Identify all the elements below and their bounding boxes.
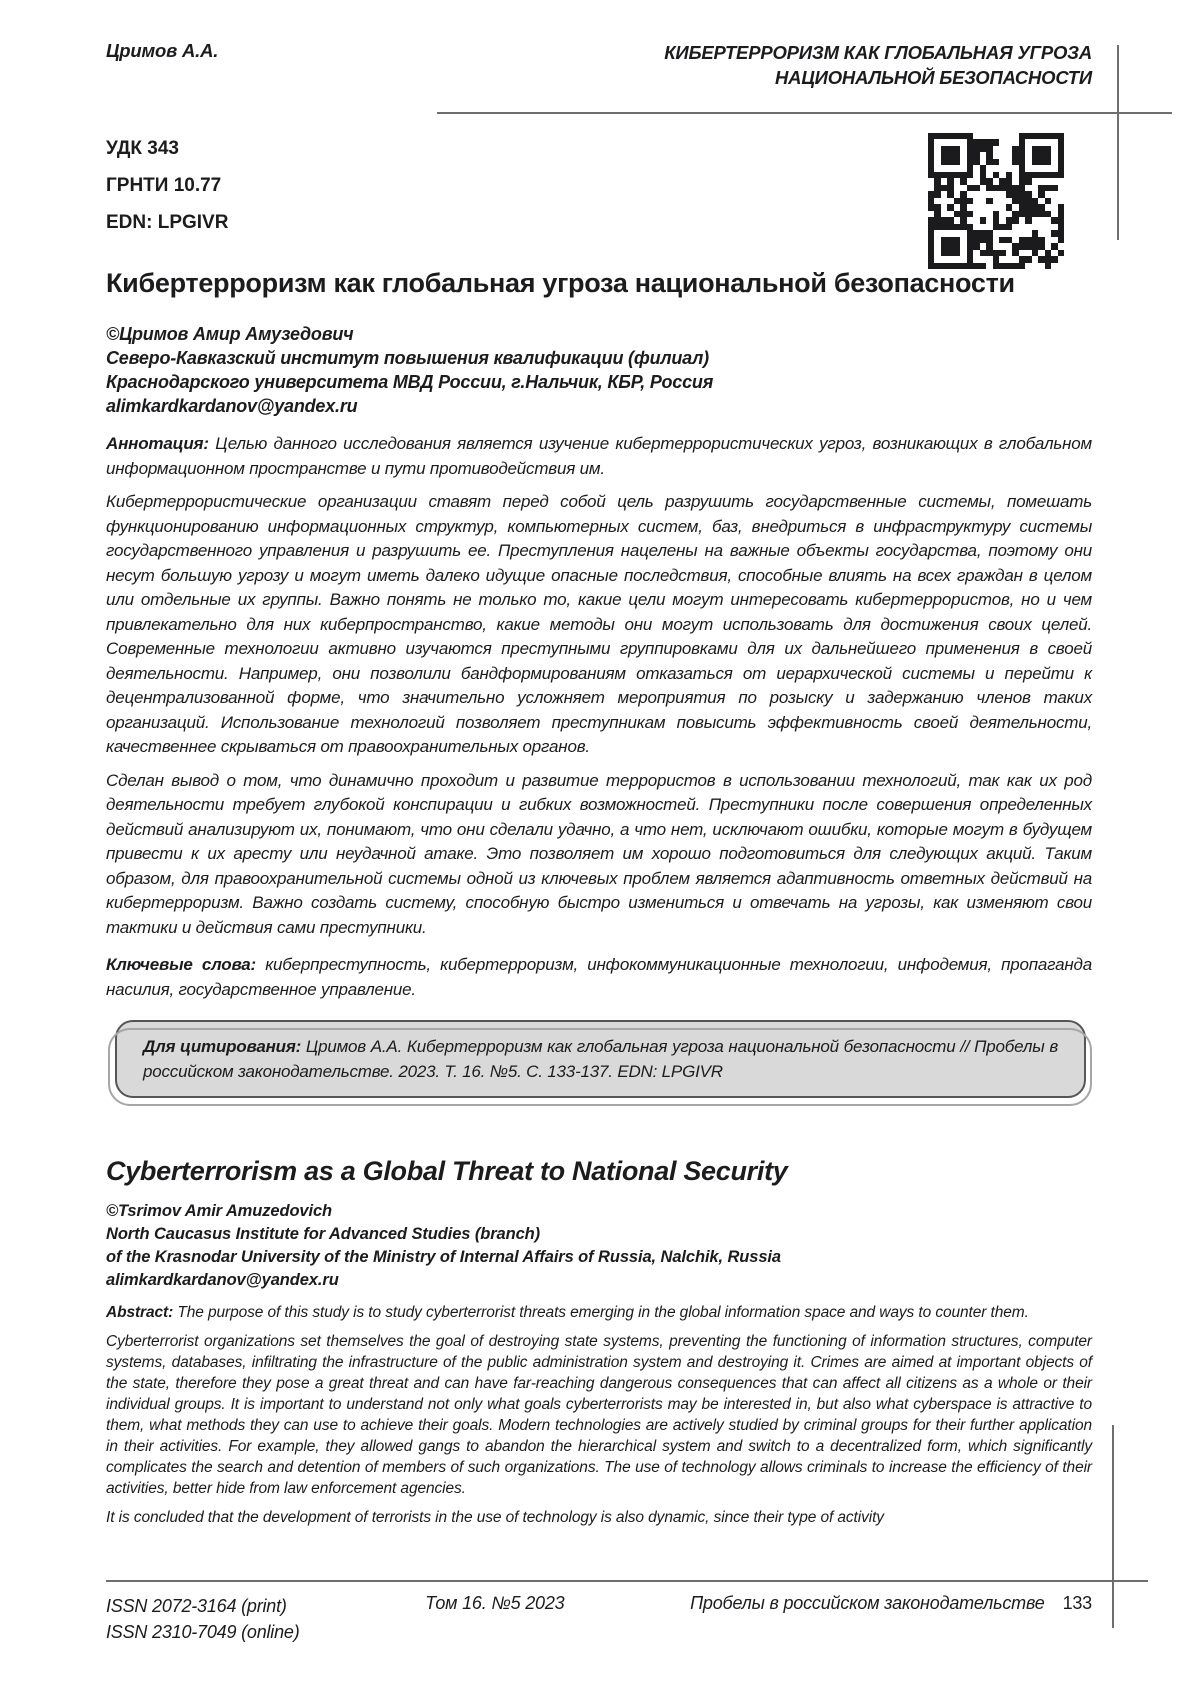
annotation-lead-text: Целью данного исследования является изучение кибертеррористических угроз, возникающих в глобальном информационном пространстве и пути противодействия им.	[106, 434, 1092, 478]
article-title-ru: Кибертерроризм как глобальная угроза национальной безопасности	[106, 268, 1015, 298]
article-body	[106, 266, 1092, 1528]
annotation-label: Аннотация:	[106, 434, 209, 453]
citation-label: Для цитирования:	[143, 1037, 302, 1056]
abstract-label: Abstract:	[106, 1304, 174, 1321]
author-email-ru: alimkardkardanov@yandex.ru	[106, 396, 358, 416]
running-head-title-line2: НАЦИОНАЛЬНОЙ БЕЗОПАСНОСТИ	[775, 67, 1092, 88]
edn-code: EDN: LPGIVR	[106, 212, 229, 233]
citation-text: Цримов А.А. Кибертерроризм как глобальная угроза национальной безопасности // Пробелы в российском законодательстве. 2023. Т. 16. №5. С. 133-137. EDN: LPGIVR	[143, 1037, 1058, 1081]
right-border-line-bottom	[1112, 1425, 1114, 1628]
citation-paragraph	[143, 1034, 1058, 1084]
issn-online: ISSN 2310-7049 (online)	[106, 1622, 300, 1642]
header-rule	[437, 112, 1172, 114]
affiliation-ru-line2: Краснодарского университета МВД России, г.Нальчик, КБР, Россия	[106, 372, 714, 392]
abstract-paragraph-3: It is concluded that the development of terrorists in the use of technology is also dynamic, since their type of activity	[106, 1509, 884, 1526]
annotation-paragraph-2: Кибертеррористические организации ставят перед собой цель разрушить государственные системы, помешать функционированию информационных структур, компьютерных систем, баз, внедриться в инфраструктуру системы государственного управления и разрушить ее. Преступления нацелены на важные объекты государства, поэтому они несут большую угрозу и могут иметь далеко идущие опасные последствия, способные влиять на всех граждан в целом или отдельные их группы. Важно понять не только то, какие цели могут интересовать кибертеррористов, но и чем привлекательно для них киберпространство, какие методы они могут использовать для достижения своих целей. Современные технологии активно изучаются преступными группировками для их дальнейшего применения в своей деятельности. Например, они позволили бандформированиям отказаться от иерархической системы и перейти к децентрализованной форме, что значительно усложняет мероприятия по розыску и задержанию членов таких организаций. Использование технологий позволяет преступникам повысить эффективность своей деятельности, качественнее скрываться от правоохранительных органов.	[106, 492, 1092, 756]
running-head-author: Цримов А.А.	[106, 40, 219, 61]
abstract-paragraph-lead	[106, 1302, 1092, 1323]
author-email-en: alimkardkardanov@yandex.ru	[106, 1271, 339, 1289]
keywords-label: Ключевые слова:	[106, 955, 257, 974]
article-meta-codes	[106, 130, 228, 241]
affiliation-ru-line1: Северо-Кавказский институт повышения квалификации (филиал)	[106, 348, 709, 368]
abstract-paragraph-2: Cyberterrorist organizations set themselves the goal of destroying state systems, preventing the functioning of information structures, computer systems, databases, infiltrating the infrastructure of the public administration system and destroying it. Crimes are aimed at important objects of the state, therefore they pose a great threat and can have far-reaching dangerous consequences that can affect all citizens as a whole or their individual groups. It is important to understand not only what goals cyberterrorists may be interested in, but also what cyberspace is attractive to them, what methods they can use to achieve their goals. Modern technologies are actively studied by criminal groups for their further application in their activities. For example, they allowed gangs to abandon the hierarchical system and switch to a decentralized form, which significantly complicates the search and detention of members of such organizations. The use of technology allows criminals to increase the efficiency of their activities, better hide from law enforcement agencies.	[106, 1333, 1092, 1497]
author-name-ru: ©Цримов Амир Амузедович	[106, 324, 354, 344]
qr-code-icon	[928, 133, 1064, 269]
annotation-paragraph-3: Сделан вывод о том, что динамично проходит и развитие террористов в использовании технологий, так как их род деятельности требует глубокой конспирации и гибких возможностей. Преступники после совершения определенных действий анализируют их, понимают, что они сделали удачно, а что нет, исключают ошибки, которые могут в будущем привести к их аресту или неудачной атаке. Это позволяет им хорошо подготовиться для следующих акций. Таким образом, для правоохранительной системы одной из ключевых проблем является адаптивность ответных действий на кибертерроризм. Важно создать систему, способную быстро измениться и отвечать на угрозы, как изменяют свои тактики и действия сами преступники.	[106, 770, 1092, 937]
author-name-en: ©Tsrimov Amir Amuzedovich	[106, 1202, 333, 1220]
right-border-line-top	[1117, 45, 1119, 240]
footer-volume: Том 16. №5 2023	[425, 1593, 565, 1613]
footer-rule	[106, 1580, 1148, 1582]
issn-block	[106, 1593, 300, 1645]
footer-journal-name: Пробелы в российском законодательстве	[690, 1593, 1045, 1613]
page-number: 133	[1062, 1593, 1092, 1613]
citation-box	[115, 1020, 1086, 1098]
issn-print: ISSN 2072-3164 (print)	[106, 1596, 287, 1616]
running-head-title	[664, 40, 1092, 90]
grnti-code: ГРНТИ 10.77	[106, 175, 222, 196]
affiliation-en-line2: of the Krasnodar University of the Ministry of Internal Affairs of Russia, Nalchik, Russia	[106, 1248, 781, 1266]
footer-journal-block	[690, 1593, 1092, 1614]
annotation-paragraph-lead	[106, 432, 1092, 481]
keywords-text: киберпреступность, кибертерроризм, инфокоммуникационные технологии, инфодемия, пропаганда насилия, государственное управление.	[106, 955, 1092, 999]
article-title-en: Cyberterrorism as a Global Threat to National Security	[106, 1156, 788, 1186]
author-block-ru	[106, 322, 1092, 418]
abstract-lead-text: The purpose of this study is to study cyberterrorist threats emerging in the global information space and ways to counter them.	[177, 1304, 1029, 1321]
page-footer	[106, 1593, 1092, 1645]
affiliation-en-line1: North Caucasus Institute for Advanced Studies (branch)	[106, 1225, 541, 1243]
running-head-title-line1: КИБЕРТЕРРОРИЗМ КАК ГЛОБАЛЬНАЯ УГРОЗА	[664, 42, 1092, 63]
author-block-en	[106, 1200, 1092, 1292]
keywords-paragraph	[106, 953, 1092, 1002]
running-head	[106, 40, 1092, 90]
udk-code: УДК 343	[106, 138, 179, 159]
